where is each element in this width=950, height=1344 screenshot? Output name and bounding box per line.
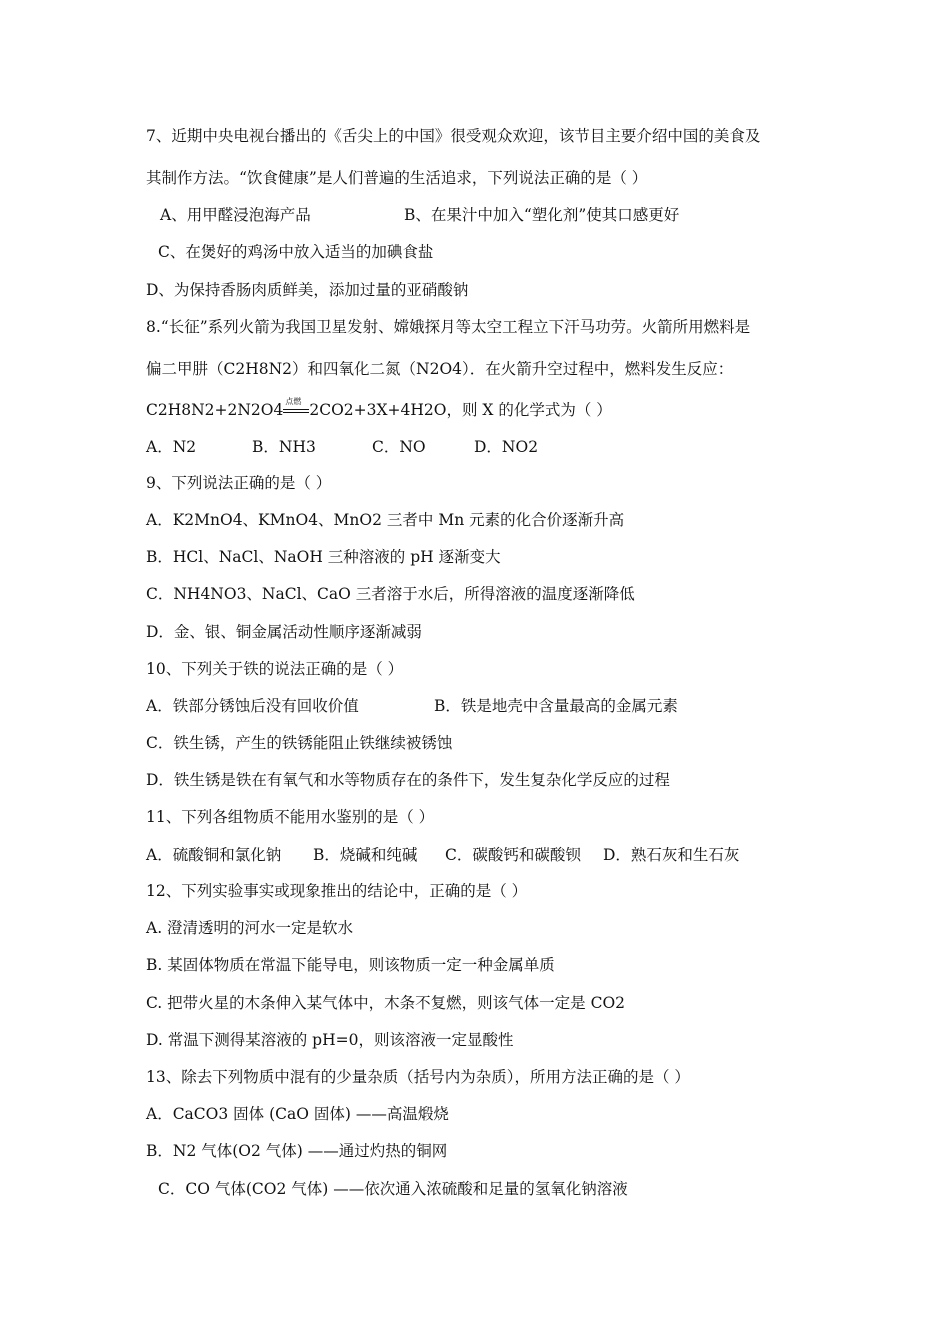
- q7-option-b: B、在果汁中加入“塑化剂”使其口感更好: [404, 206, 680, 224]
- q7-option-c: C、在煲好的鸡汤中放入适当的加碘食盐: [158, 243, 434, 261]
- q7-stem-line1: 7、近期中央电视台播出的《舌尖上的中国》很受观众欢迎，该节目主要介绍中国的美食及: [146, 127, 761, 145]
- q10-stem: 10、下列关于铁的说法正确的是（ ）: [146, 660, 404, 678]
- q8-option-a: A．N2: [146, 438, 197, 456]
- q8-option-d: D．NO2: [474, 438, 539, 456]
- q11-stem: 11、下列各组物质不能用水鉴别的是（ ）: [146, 808, 435, 826]
- q8-stem-line2: 偏二甲肼（C2H8N2）和四氧化二氮（N2O4）．在火箭升空过程中，燃料发生反应：: [146, 360, 734, 378]
- q8-option-b: B．NH3: [252, 438, 316, 456]
- q10-option-c: C．铁生锈，产生的铁锈能阻止铁继续被锈蚀: [146, 734, 453, 752]
- q13-option-c: C．CO 气体(CO2 气体) ——依次通入浓硫酸和足量的氢氧化钠溶液: [158, 1180, 628, 1198]
- q11-option-d: D．熟石灰和生石灰: [603, 846, 740, 864]
- q10-option-a: A．铁部分锈蚀后没有回收价值: [146, 697, 359, 715]
- q7-option-a: A、用甲醛浸泡海产品: [160, 206, 311, 224]
- q11-option-b: B．烧碱和纯碱: [313, 846, 418, 864]
- q11-option-a: A．硫酸铜和氯化钠: [146, 846, 282, 864]
- q9-option-b: B．HCl、NaCl、NaOH 三种溶液的 pH 逐渐变大: [146, 548, 501, 566]
- q10-option-d: D．铁生锈是铁在有氧气和水等物质存在的条件下，发生复杂化学反应的过程: [146, 771, 670, 789]
- q8-equation-right: 2CO2+3X+4H2O，则 X 的化学式为（ ）: [309, 401, 612, 419]
- q7-option-d: D、为保持香肠肉质鲜美，添加过量的亚硝酸钠: [146, 281, 469, 299]
- q11-option-c: C．碳酸钙和碳酸钡: [445, 846, 581, 864]
- q8-option-c: C．NO: [372, 438, 426, 456]
- q13-option-a: A．CaCO3 固体 (CaO 固体) ——高温煅烧: [146, 1105, 449, 1123]
- q12-stem: 12、下列实验事实或现象推出的结论中，正确的是（ ）: [146, 882, 528, 900]
- q7-stem-line2: 其制作方法。“饮食健康”是人们普遍的生活追求，下列说法正确的是（ ）: [146, 169, 648, 187]
- q9-option-d: D．金、银、铜金属活动性顺序逐渐减弱: [146, 623, 422, 641]
- q9-option-a: A．K2MnO4、KMnO4、MnO2 三者中 Mn 元素的化合价逐渐升高: [146, 511, 625, 529]
- q13-stem: 13、除去下列物质中混有的少量杂质（括号内为杂质），所用方法正确的是（ ）: [146, 1068, 690, 1086]
- q10-option-b: B．铁是地壳中含量最高的金属元素: [434, 697, 678, 715]
- q12-option-d: D. 常温下测得某溶液的 pH=0，则该溶液一定显酸性: [146, 1031, 514, 1049]
- q12-option-b: B. 某固体物质在常温下能导电，则该物质一定一种金属单质: [146, 956, 555, 974]
- q12-option-c: C. 把带火星的木条伸入某气体中，木条不复燃，则该气体一定是 CO2: [146, 994, 626, 1012]
- q8-equation-left: C2H8N2+2N2O4: [146, 401, 284, 419]
- q9-stem: 9、下列说法正确的是（ ）: [146, 474, 332, 492]
- q13-option-b: B．N2 气体(O2 气体) ——通过灼热的铜网: [146, 1142, 448, 1160]
- q8-equation-condition: 点燃: [285, 397, 302, 406]
- q8-stem-line1: 8.“长征”系列火箭为我国卫星发射、嫦娥探月等太空工程立下汗马功劳。火箭所用燃料是: [146, 318, 751, 336]
- reaction-condition-sign: [283, 397, 309, 420]
- q12-option-a: A. 澄清透明的河水一定是软水: [146, 919, 354, 937]
- q9-option-c: C．NH4NO3、NaCl、CaO 三者溶于水后，所得溶液的温度逐渐降低: [146, 585, 635, 603]
- q8-equation-line: [146, 397, 612, 420]
